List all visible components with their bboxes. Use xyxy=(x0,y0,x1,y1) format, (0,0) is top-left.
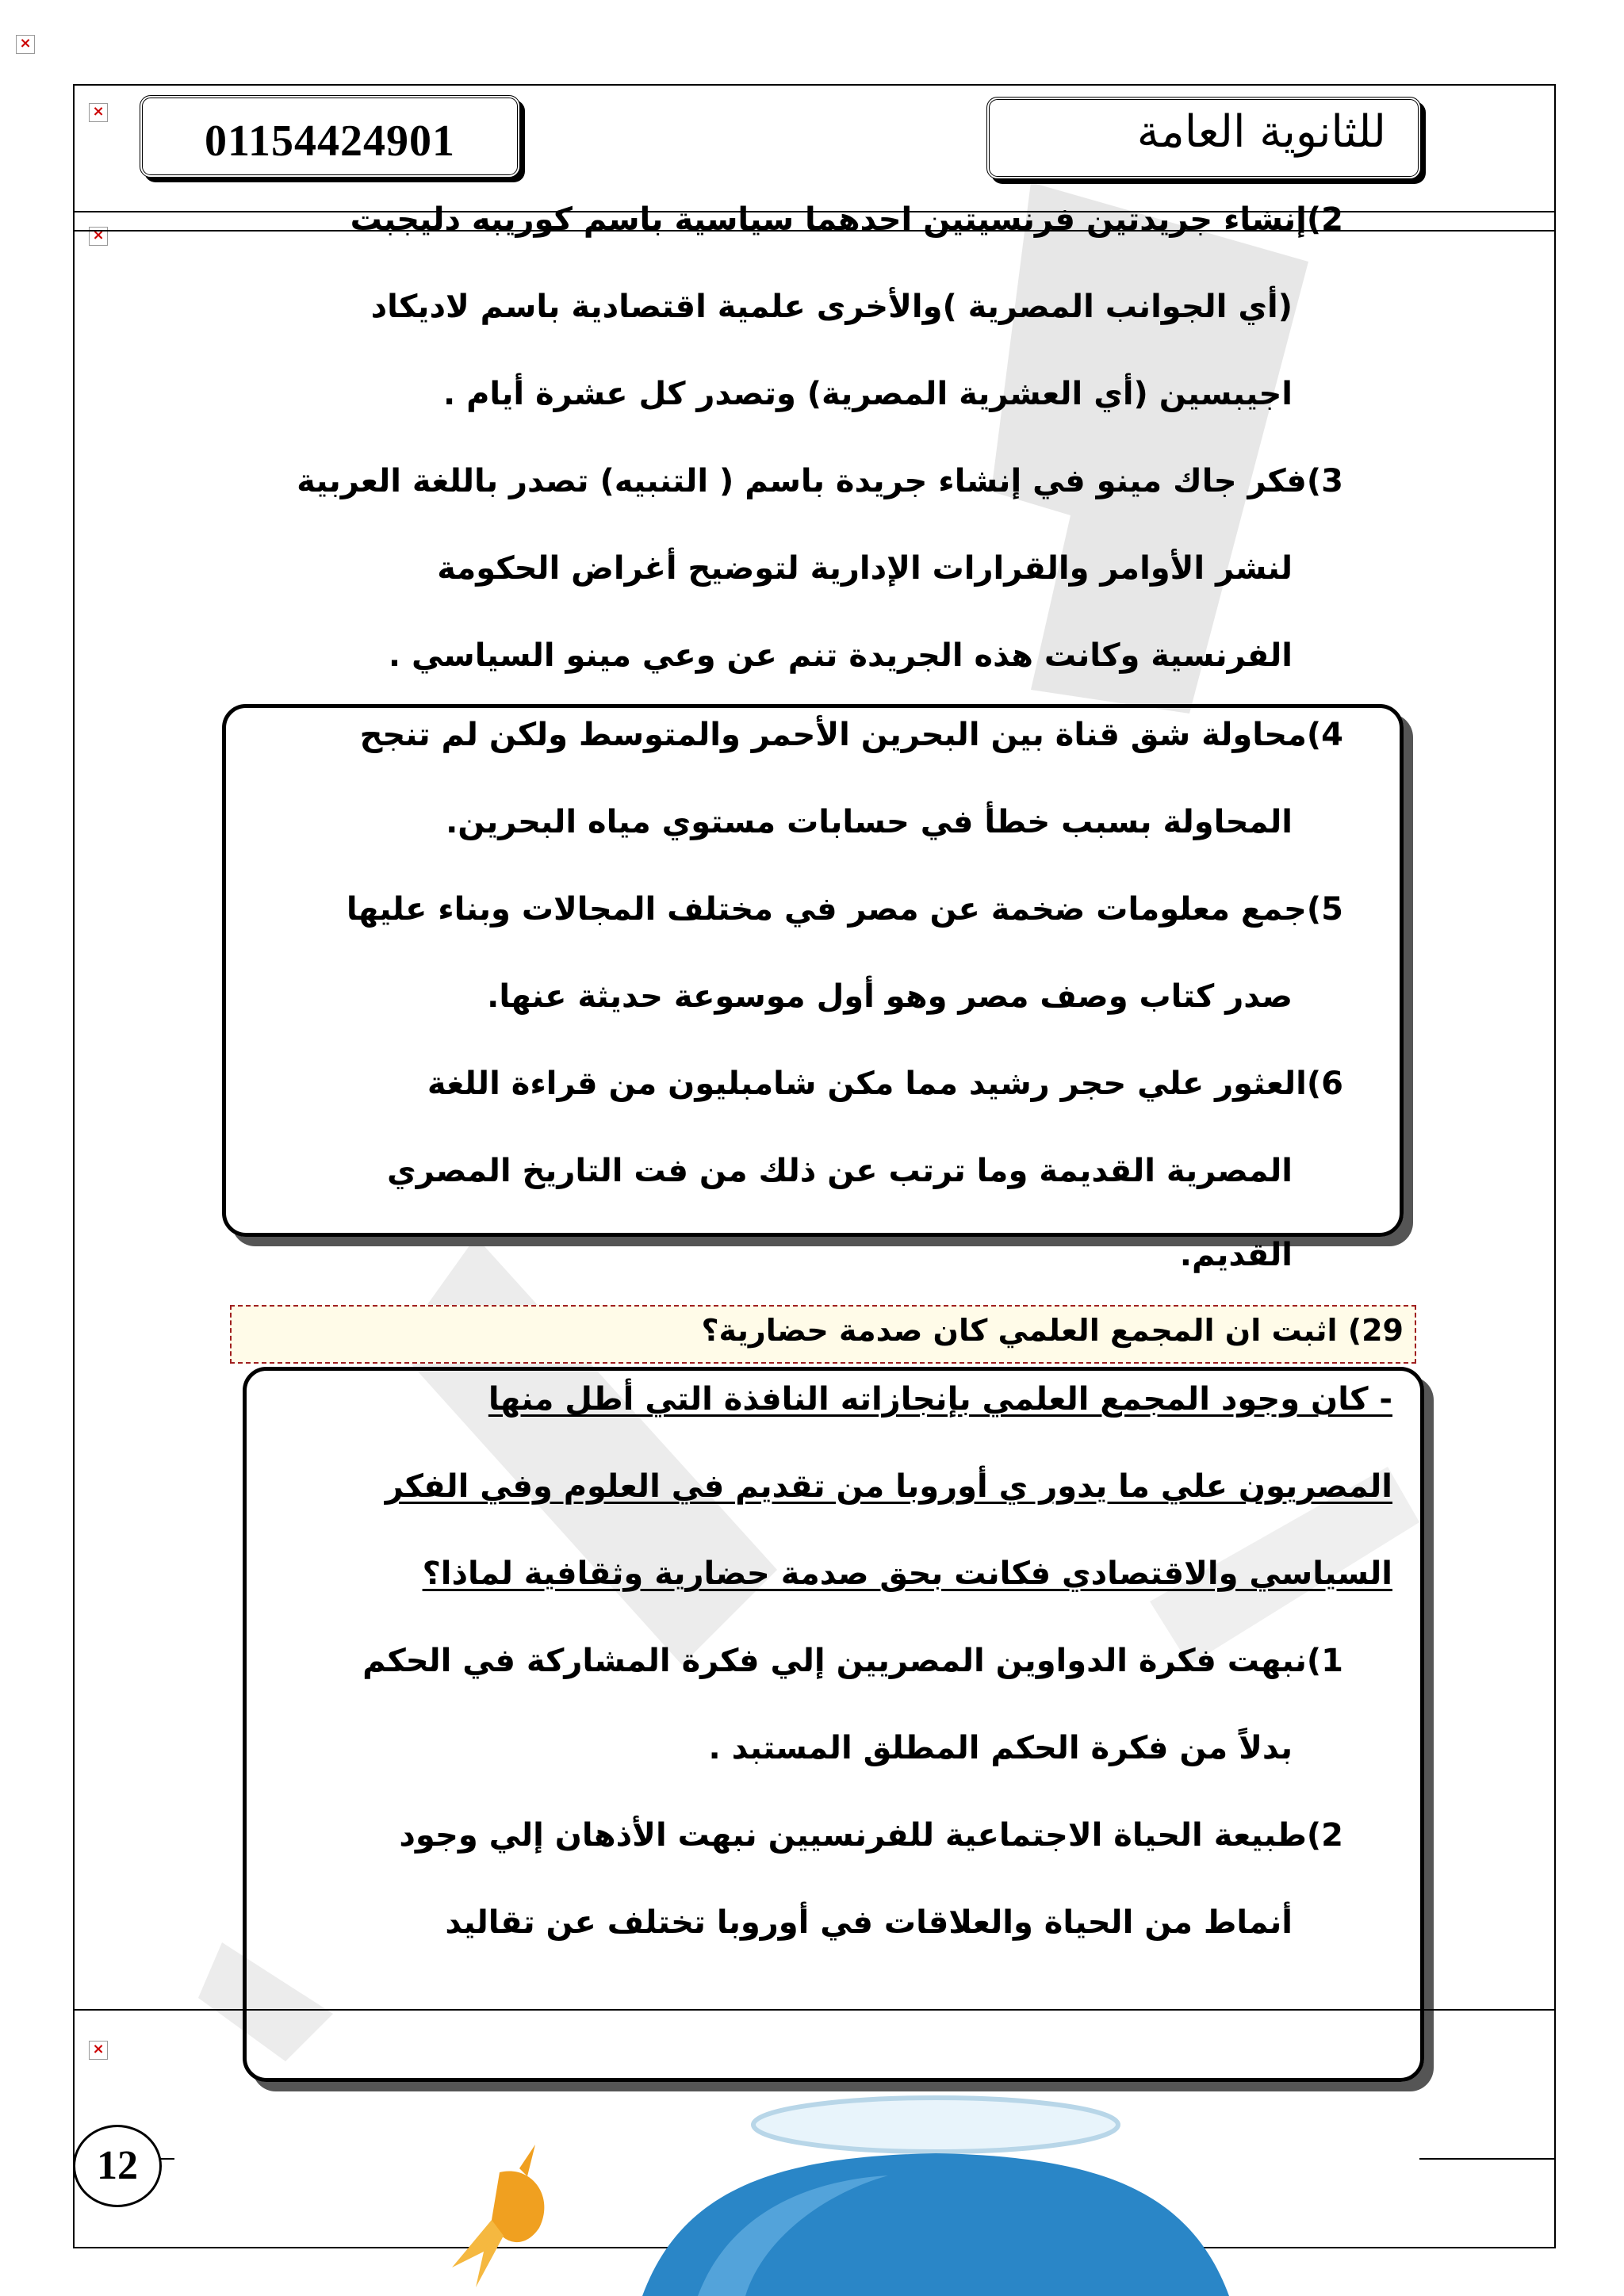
list-item: 6)العثور علي حجر رشيد مما مكن شامبليون من قراءة اللغة xyxy=(427,1066,1343,1102)
broken-image-icon: × xyxy=(89,103,108,122)
divider xyxy=(1419,2158,1556,2160)
divider xyxy=(73,2009,1556,2011)
list-item: 4)محاولة شق قناة بين البحرين الأحمر والمتوسط ولكن لم تنجح xyxy=(359,717,1343,753)
list-item: 3)فكر جاك مينو في إنشاء جريدة باسم ( التنبيه) تصدر باللغة العربية xyxy=(297,463,1343,499)
broken-image-icon: × xyxy=(89,227,108,246)
list-item: 5)جمع معلومات ضخمة عن مصر في مختلف المجالات وبناء عليها xyxy=(346,891,1343,928)
list-item-line: المصرية القديمة وما ترتب عن ذلك من فت التاريخ المصري xyxy=(387,1153,1293,1189)
question-text: اثبت ان المجمع العلمي كان صدمة حضارية؟ xyxy=(701,1313,1338,1348)
list-item-line: (أي الجوانب المصرية )والأخرى علمية اقتصادية باسم لاديكاد xyxy=(370,289,1293,325)
page-number: 12 xyxy=(73,2125,162,2207)
list-item-line: صدر كتاب وصف مصر وهو أول موسوعة حديثة عنها. xyxy=(487,978,1293,1015)
answer-line: السياسي والاقتصادي فكانت بحق صدمة حضارية وثقافية لماذا؟ xyxy=(422,1556,1392,1592)
question-bar xyxy=(230,1305,1416,1364)
list-item: 1)نبهت فكرة الدواوين المصريين إلي فكرة المشاركة في الحكم xyxy=(362,1643,1343,1679)
list-item-line: القديم. xyxy=(1179,1237,1293,1273)
question-number: 29) xyxy=(1347,1313,1404,1348)
answer-line: المصريون علي ما يدور ي أوروبا من تقديم في العلوم وفي الفكر xyxy=(385,1468,1392,1505)
broken-image-icon: × xyxy=(89,2041,108,2060)
answer-line: - كان وجود المجمع العلمي بإنجازاته النافذة التي أطل منها xyxy=(488,1381,1392,1418)
broken-image-icon: × xyxy=(16,35,35,54)
list-item-line: لنشر الأوامر والقرارات الإدارية لتوضيح أغراض الحكومة xyxy=(437,550,1293,587)
title-box xyxy=(986,97,1421,179)
list-item-line: أنماط من الحياة والعلاقات في أوروبا تختلف عن تقاليد xyxy=(445,1904,1293,1941)
list-item-line: المحاولة بسبب خطأ في حسابات مستوي مياه البحرين. xyxy=(446,804,1293,840)
list-item: 2)طبيعة الحياة الاجتماعية للفرنسيين نبهت الأذهان إلي وجود xyxy=(399,1817,1343,1854)
fishbowl-illustration xyxy=(444,2077,1427,2296)
list-item-line: الفرنسية وكانت هذه الجريدة تنم عن وعي مينو السياسي . xyxy=(388,637,1293,674)
list-item-line: بدلاً من فكرة الحكم المطلق المستبد . xyxy=(708,1730,1293,1766)
phone-number: 01154424901 xyxy=(205,117,455,166)
list-item: 2)إنشاء جريدتين فرنسيتين احدهما سياسية باسم كوريبه دليجبت xyxy=(350,201,1343,238)
list-item-line: اجيبسين (أي العشرية المصرية) وتصدر كل عشرة أيام . xyxy=(442,376,1293,412)
goldfish-icon xyxy=(444,2141,571,2291)
header-title: للثانوية العامة xyxy=(1136,106,1386,158)
phone-box xyxy=(140,95,520,178)
